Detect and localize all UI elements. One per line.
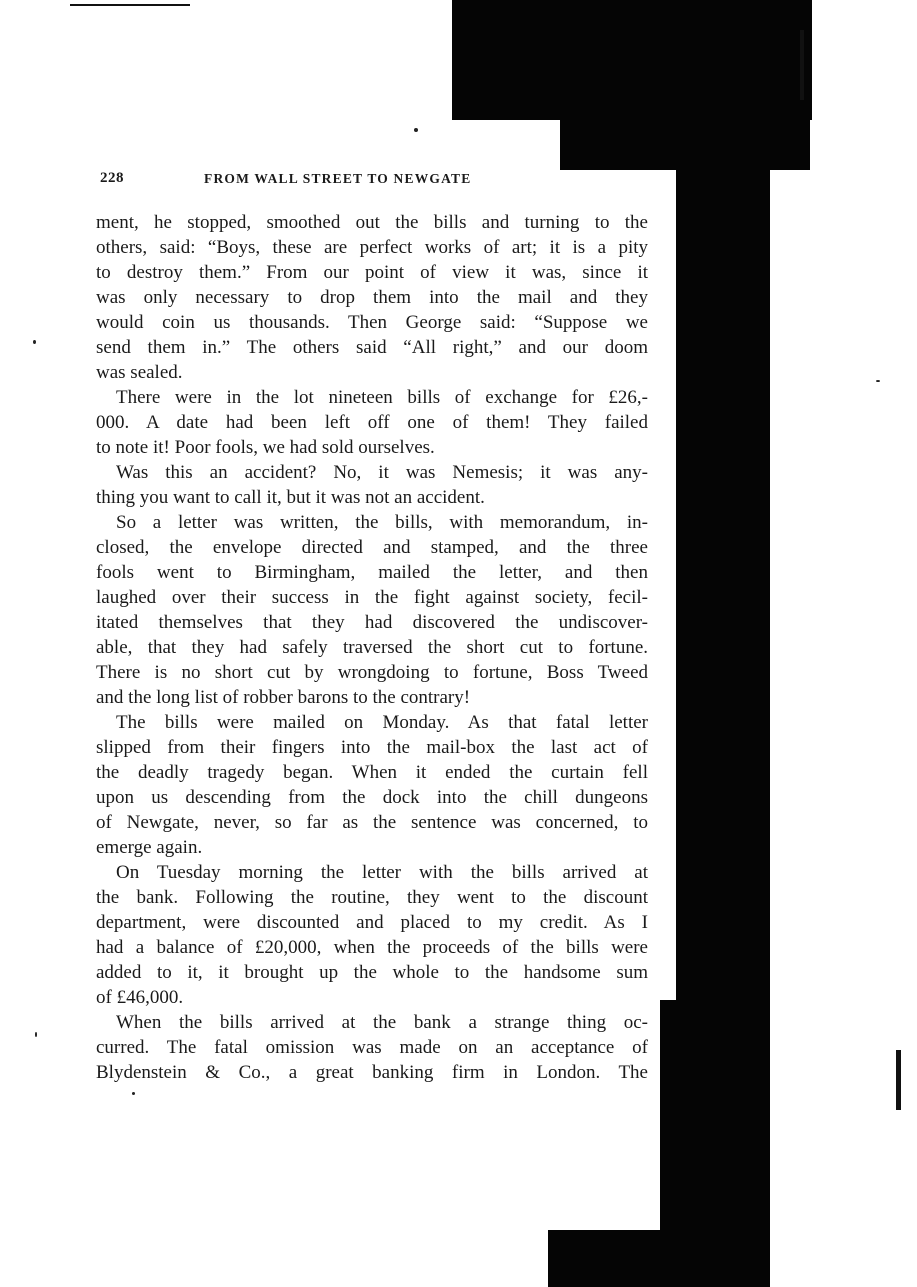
page-number: 228: [100, 170, 124, 186]
body-text: [96, 210, 648, 1085]
speck: [876, 380, 880, 382]
page-header: [100, 170, 550, 192]
text-line: was sealed.: [96, 362, 183, 383]
text-line: closed, the envelope directed and stamped, and the three: [96, 537, 648, 558]
text-line: ment, he stopped, smoothed out the bills and turning to the: [96, 212, 648, 233]
speck: [35, 1032, 37, 1037]
text-line: When the bills arrived at the bank a strange thing oc-: [116, 1012, 648, 1033]
text-line: department, were discounted and placed to my credit. As I: [96, 912, 648, 933]
text-line: of Newgate, never, so far as the sentence was concerned, to: [96, 812, 648, 833]
text-line: laughed over their success in the fight against society, fecil-: [96, 587, 648, 608]
text-line: was only necessary to drop them into the mail and they: [96, 287, 648, 308]
text-line: to note it! Poor fools, we had sold ourselves.: [96, 437, 435, 458]
text-line: added to it, it brought up the whole to the handsome sum: [96, 962, 648, 983]
text-line: thing you want to call it, but it was not an accident.: [96, 487, 485, 508]
text-line: On Tuesday morning the letter with the bills arrived at: [116, 862, 648, 883]
text-line: of £46,000.: [96, 987, 184, 1008]
text-line: had a balance of £20,000, when the proceeds of the bills were: [96, 937, 648, 958]
text-line: 000. A date had been left off one of them! They failed: [96, 412, 648, 433]
text-line: would coin us thousands. Then George said: “Suppose we: [96, 312, 648, 333]
scan-shadow-bottom: [548, 1230, 768, 1287]
text-line: There were in the lot nineteen bills of exchange for £26,-: [116, 387, 648, 408]
text-line: send them in.” The others said “All right,” and our doom: [96, 337, 648, 358]
text-line: The bills were mailed on Monday. As that fatal letter: [116, 712, 648, 733]
speck: [414, 128, 418, 132]
gutter-noise-far-right: [896, 1050, 901, 1110]
speck: [132, 1092, 135, 1095]
text-line: the bank. Following the routine, they went to the discount: [96, 887, 648, 908]
top-rule: [70, 4, 190, 6]
text-line: There is no short cut by wrongdoing to fortune, Boss Tweed: [96, 662, 648, 683]
speck: [33, 340, 36, 344]
text-line: Was this an accident? No, it was Nemesis; it was any-: [116, 462, 648, 483]
text-line: curred. The fatal omission was made on an acceptance of: [96, 1037, 648, 1058]
text-line: So a letter was written, the bills, with memorandum, in-: [116, 512, 648, 533]
text-line: fools went to Birmingham, mailed the letter, and then: [96, 562, 648, 583]
text-line: Blydenstein & Co., a great banking firm in London. The: [96, 1062, 648, 1083]
text-line: emerge again.: [96, 837, 203, 858]
text-line: upon us descending from the dock into the chill dungeons: [96, 787, 648, 808]
text-line: others, said: “Boys, these are perfect works of art; it is a pity: [96, 237, 648, 258]
text-line: and the long list of robber barons to the contrary!: [96, 687, 471, 708]
text-line: the deadly tragedy began. When it ended the curtain fell: [96, 762, 648, 783]
gutter-noise-right: [800, 30, 804, 100]
text-line: able, that they had safely traversed the short cut to fortune.: [96, 637, 648, 658]
text-line: slipped from their fingers into the mail-box the last act of: [96, 737, 648, 758]
running-title: FROM WALL STREET TO NEWGATE: [204, 171, 472, 186]
text-line: itated themselves that they had discovered the undiscover-: [96, 612, 648, 633]
text-line: to destroy them.” From our point of view it was, since it: [96, 262, 648, 283]
